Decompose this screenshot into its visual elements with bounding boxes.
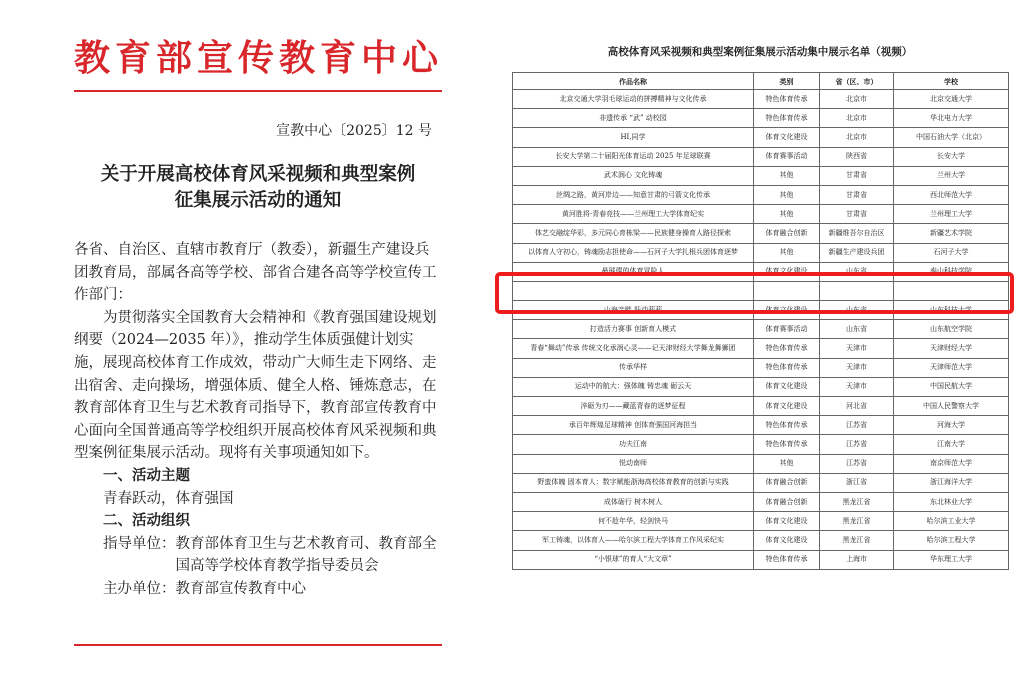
table-row: [513, 397, 1009, 416]
cell-school: 山东科技大学: [894, 301, 1009, 320]
cell-category: 体育文化建设: [754, 301, 820, 320]
cell-province: 甘肃省: [820, 185, 894, 204]
cell-category: 特色体育传承: [754, 358, 820, 377]
document-number: 宣教中心〔2025〕12 号: [276, 123, 432, 139]
table-row: [513, 224, 1009, 243]
cell-province: 黑龙江省: [820, 512, 894, 531]
notice-heading-line2: 征集展示活动的通知: [174, 190, 342, 211]
cell-province: 甘肃省: [820, 166, 894, 185]
cell-school: 河海大学: [894, 416, 1009, 435]
cell-category: 体育文化建设: [754, 128, 820, 147]
table-row: [513, 435, 1009, 454]
cell-province: 山东省: [820, 301, 894, 320]
cell-work-name: “小银球”的育人“大文章”: [513, 550, 754, 569]
table-row: [513, 416, 1009, 435]
cell-work-name: 承百年辉煌足球精神 创体育强国河海担当: [513, 416, 754, 435]
red-footer-rule: [74, 644, 442, 646]
cell-category: 体育文化建设: [754, 377, 820, 396]
cell-work-name: HI,同学: [513, 128, 754, 147]
notice-body: [74, 239, 442, 601]
cell-school: 哈尔滨工程大学: [894, 531, 1009, 550]
cell-category: 特色体育传承: [754, 550, 820, 569]
header-work-name: 作品名称: [513, 73, 754, 90]
table-row: [513, 473, 1009, 492]
cell-category: 体育文化建设: [754, 262, 820, 281]
cell-province: 上海市: [820, 550, 894, 569]
cell-school: 华北电力大学: [894, 109, 1009, 128]
header-school: 学校: [894, 73, 1009, 90]
cell-work-name: 丝绸之路，黄河岸边——知意甘肃的弓箭文化传承: [513, 185, 754, 204]
section-heading-theme: 一、活动主题: [103, 466, 190, 484]
cell-school: 兰州理工大学: [894, 205, 1009, 224]
cell-province: 甘肃省: [820, 205, 894, 224]
cell-work-name: 运动中的航大：强体魄 铸忠魂 砺云天: [513, 377, 754, 396]
cell-province: 北京市: [820, 90, 894, 109]
cell-school: 中国石油大学（北京）: [894, 128, 1009, 147]
cell-category: 体育赛事活动: [754, 147, 820, 166]
cell-school: 泰山科技学院: [894, 262, 1009, 281]
table-row: [513, 166, 1009, 185]
cell-category: 体育融合创新: [754, 224, 820, 243]
cell-school: 东北林业大学: [894, 492, 1009, 511]
table-row: [513, 90, 1009, 109]
cell-work-name: 长安大学第二十届阳光体育运动 2025 年足球联赛: [513, 147, 754, 166]
cell-category: 其他: [754, 205, 820, 224]
table-row: [513, 454, 1009, 473]
cell-province: 新疆维吾尔自治区: [820, 224, 894, 243]
cell-province: 江苏省: [820, 416, 894, 435]
cell-work-name: 体艺交融绽华彩，多元同心育栋梁——民族健身操育人路径探索: [513, 224, 754, 243]
cell-category: 特色体育传承: [754, 339, 820, 358]
table-row: [513, 128, 1009, 147]
table-header-row: [513, 73, 1009, 90]
cell-school: 中国人民警察大学: [894, 397, 1009, 416]
guide-unit: [74, 533, 442, 578]
cell-school: 北京交通大学: [894, 90, 1009, 109]
salutation: 各省、自治区、直辖市教育厅（教委），新疆生产建设兵团教育局，部属各高等学校、部省合建各高等学校宣传工作部门：: [74, 242, 437, 304]
cell-province: 山东省: [820, 320, 894, 339]
cell-school: 天津财经大学: [894, 339, 1009, 358]
cell-category: 特色体育传承: [754, 109, 820, 128]
cell-school: 江南大学: [894, 435, 1009, 454]
table-row: [513, 243, 1009, 262]
guide-unit-value: 教育部体育卫生与艺术教育司、教育部全国高等学校体育教学指导委员会: [175, 535, 437, 575]
cell-province: 河北省: [820, 397, 894, 416]
cell-category: 其他: [754, 454, 820, 473]
cell-work-name: 北京交通大学羽毛球运动的拼搏精神与文化传承: [513, 90, 754, 109]
header-category: 类别: [754, 73, 820, 90]
cell-category: 体育融合创新: [754, 492, 820, 511]
cell-work-name: 青春“舞动”传承 传统文化承润心灵——记天津财经大学舞龙舞狮团: [513, 339, 754, 358]
cell-province: 天津市: [820, 339, 894, 358]
notice-heading-line1: 关于开展高校体育风采视频和典型案例: [100, 164, 416, 185]
cell-work-name: 野蛮体魄 固本育人：数字赋能浙海高校体育教育的创新与实践: [513, 473, 754, 492]
cell-province: 天津市: [820, 358, 894, 377]
cell-school: 华东理工大学: [894, 550, 1009, 569]
cell-school: 浙江海洋大学: [894, 473, 1009, 492]
theme-text: 青春跃动，体育强国: [103, 490, 234, 507]
cell-province: 北京市: [820, 109, 894, 128]
cell-category: 其他: [754, 243, 820, 262]
table-row: [513, 109, 1009, 128]
cell-school: 哈尔滨工业大学: [894, 512, 1009, 531]
cell-category: 特色体育传承: [754, 416, 820, 435]
cell-category: 体育融合创新: [754, 473, 820, 492]
cell-province: 陕西省: [820, 147, 894, 166]
header-province: 省（区、市）: [820, 73, 894, 90]
table-row: [513, 550, 1009, 569]
cell-school: 长安大学: [894, 147, 1009, 166]
table-row: [513, 492, 1009, 511]
cell-work-name: 淬砺为刃——藏蓝青春的逐梦征程: [513, 397, 754, 416]
cell-province: 黑龙江省: [820, 492, 894, 511]
cell-province: 新疆生产建设兵团: [820, 243, 894, 262]
cell-school: 山东航空学院: [894, 320, 1009, 339]
showcase-table: [512, 72, 1009, 570]
cell-school: 天津师范大学: [894, 358, 1009, 377]
cell-category: 其他: [754, 185, 820, 204]
cell-province: 天津市: [820, 377, 894, 396]
cell-category: 体育赛事活动: [754, 320, 820, 339]
cell-province: 黑龙江省: [820, 531, 894, 550]
host-unit-label: 主办单位：: [103, 580, 176, 597]
cell-work-name: 黄河胜将·青春竞技——兰州理工大学体育纪实: [513, 205, 754, 224]
cell-work-name: 军工铸魂，以体育人——哈尔滨工程大学体育工作风采纪实: [513, 531, 754, 550]
cell-work-name: 打造活力赛事 创新育人模式: [513, 320, 754, 339]
cell-work-name: 最璀璨的体育冒险人: [513, 262, 754, 281]
cell-work-name: 成体砺行 树木树人: [513, 492, 754, 511]
issuer-title: 教育部宣传教育中心: [74, 37, 444, 79]
highlight-box: [495, 272, 1014, 314]
cell-province: 江苏省: [820, 435, 894, 454]
table-row: [513, 147, 1009, 166]
list-title: 高校体育风采视频和典型案例征集展示活动集中展示名单（视频）: [607, 46, 913, 58]
cell-province: 北京市: [820, 128, 894, 147]
cell-province: 江苏省: [820, 454, 894, 473]
cell-work-name: 功夫江南: [513, 435, 754, 454]
cell-school: 兰州大学: [894, 166, 1009, 185]
cell-category: 其他: [754, 166, 820, 185]
host-unit: [74, 578, 442, 601]
table-row: [513, 358, 1009, 377]
cell-province: 浙江省: [820, 473, 894, 492]
table-row: [513, 512, 1009, 531]
cell-work-name: 悦动南师: [513, 454, 754, 473]
cell-work-name: 武术润心 文化铸魂: [513, 166, 754, 185]
host-unit-value: 教育部宣传教育中心: [175, 580, 306, 597]
cell-work-name: 传承华样: [513, 358, 754, 377]
cell-category: 体育文化建设: [754, 397, 820, 416]
cell-category: 特色体育传承: [754, 90, 820, 109]
notice-document: [74, 36, 442, 648]
cell-school: 南京师范大学: [894, 454, 1009, 473]
cell-category: 体育文化建设: [754, 512, 820, 531]
cell-work-name: 何不趁年华，轻剑快马: [513, 512, 754, 531]
table-row: [513, 205, 1009, 224]
cell-category: 特色体育传承: [754, 435, 820, 454]
table-row: [513, 531, 1009, 550]
table-row: [513, 339, 1009, 358]
section-heading-organization: 二、活动组织: [103, 512, 190, 530]
cell-school: 中国民航大学: [894, 377, 1009, 396]
notice-heading: [74, 162, 442, 214]
red-header-rule: [74, 90, 442, 92]
cell-school: 石河子大学: [894, 243, 1009, 262]
cell-category: 体育文化建设: [754, 531, 820, 550]
cell-work-name: 以体育人守初心，铸魂励志担使命——石河子大学扎根兵团体育逐梦: [513, 243, 754, 262]
table-row: [513, 377, 1009, 396]
table-row: [513, 185, 1009, 204]
intro-paragraph: 为贯彻落实全国教育大会精神和《教育强国建设规划纲要（2024—2035 年）》，推动学生体质强健计划实施，展现高校体育工作成效，带动广大师生走下网络、走出宿舍、走向操场，增强体质、健全人格、锤炼意志，在教育部体育卫生与艺术教育司指导下，教育部宣传教育中心面向全国普通高等学校组织开展高校体育风采视频和典型案例征集展示活动。现将有关事项通知如下。: [74, 309, 437, 462]
guide-unit-label: 指导单位：: [103, 535, 176, 552]
cell-work-name: 非遗传承 “武” 动校园: [513, 109, 754, 128]
cell-province: 山东省: [820, 262, 894, 281]
cell-school: 西北师范大学: [894, 185, 1009, 204]
cell-school: 新疆艺术学院: [894, 224, 1009, 243]
table-row: [513, 320, 1009, 339]
cell-work-name: 山海亲畔 跃动莉莉: [513, 301, 754, 320]
